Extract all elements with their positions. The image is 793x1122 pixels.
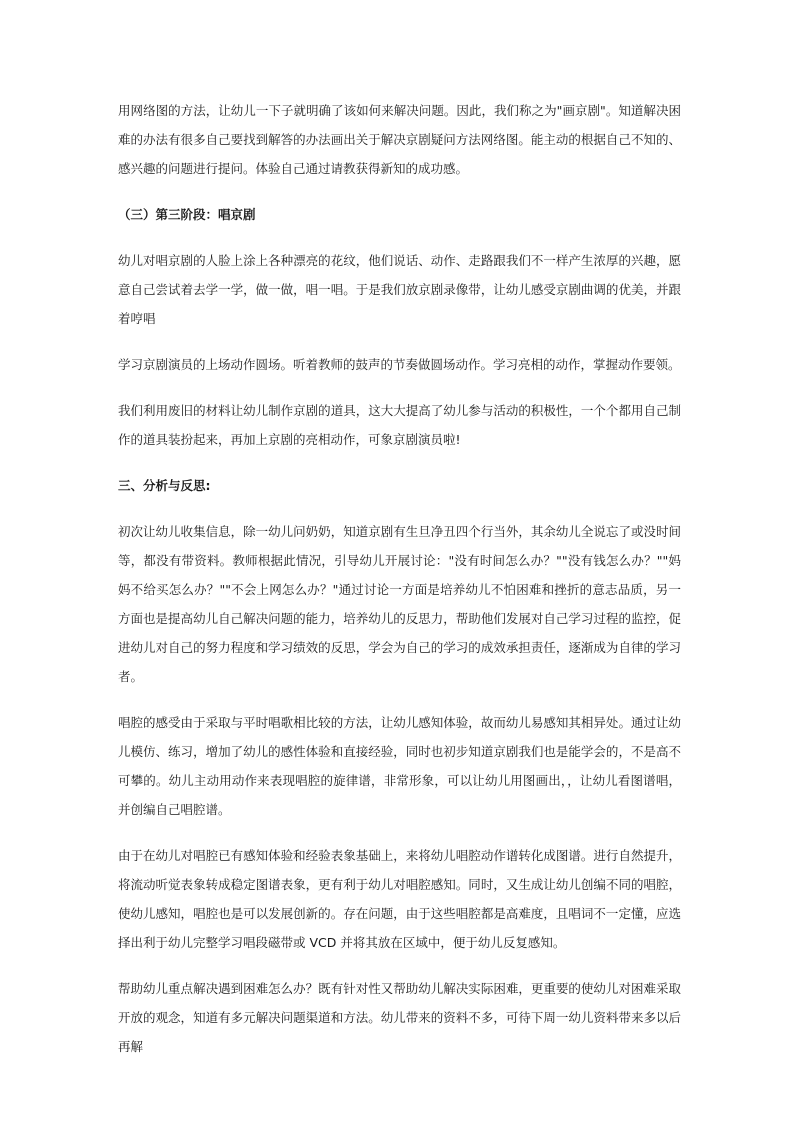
paragraph-gap [118, 183, 681, 200]
paragraph-graphic-notation: 由于在幼儿对唱腔已有感知体验和经验表象基础上，来将幼儿唱腔动作谱转化成图谱。进行自然提升，将流动听觉表象转成稳定图谱表象，更有利于幼儿对唱腔感知。同时，又生成让幼儿创编不同的唱腔，使幼儿感知，唱腔也是可以发展创新的。存在问题，由于这些唱腔都是高难度，且唱词不一定懂，应选择出利于幼儿完整学习唱段磁带或 VCD 并将其放在区域中，便于幼儿反复感知。 [118, 848, 681, 950]
paragraph-props: 我们利用废旧的材料让幼儿制作京剧的道具，这大大提高了幼儿参与活动的积极性，一个个都用自己制作的道具装扮起来，再加上京剧的亮相动作，可象京剧演员啦! [118, 403, 681, 447]
section-heading-analysis: 三、分析与反思: [118, 478, 211, 493]
paragraph-stage-movements: 学习京剧演员的上场动作圆场。听着教师的鼓声的节奏做圆场动作。学习亮相的动作，掌握动作要领。 [118, 357, 681, 372]
paragraph-face-painting: 幼儿对唱京剧的人脸上涂上各种漂亮的花纹，他们说话、动作、走路跟我们不一样产生浓厚的兴趣，愿意自己尝试着去学一学，做一做，唱一唱。于是我们放京剧录像带，让幼儿感受京剧曲调的优美，并跟着哼唱 [118, 253, 681, 326]
paragraph-difficulties: 帮助幼儿重点解决遇到困难怎么办？既有针对性又帮助幼儿解决实际困难，更重要的使幼儿对困难采取开放的观念，知道有多元解决问题渠道和方法。幼儿带来的资料不多，可待下周一幼儿资料带来多以后再解 [118, 981, 681, 1054]
paragraph-gap [118, 500, 681, 517]
paragraph-network-diagram: 用网络图的方法，让幼儿一下子就明确了该如何来解决问题。因此，我们称之为"画京剧"。知道解决困难的办法有很多自己要找到解答的办法画出关于解决京剧疑问方法网络图。能主动的根据自己不知的、感兴趣的问题进行提问。体验自己通过请教获得新知的成功感。 [118, 103, 681, 176]
section-heading-stage-three: （三）第三阶段：唱京剧 [118, 207, 256, 222]
paragraph-gap [118, 229, 681, 246]
paragraph-gap [118, 333, 681, 350]
document-body [118, 96, 681, 1061]
paragraph-gap [118, 454, 681, 471]
paragraph-gap [118, 824, 681, 841]
paragraph-information-collection: 初次让幼儿收集信息，除一幼儿问奶奶，知道京剧有生旦净丑四个行当外，其余幼儿全说忘了或没时间等，都没有带资料。教师根据此情况，引导幼儿开展讨论："没有时间怎么办？""没有钱怎么办？""妈妈不给买怎么办？""不会上网怎么办？"通过讨论一方面是培养幼儿不怕困难和挫折的意志品质，另一方面也是提高幼儿自己解决问题的能力，培养幼儿的反思力，帮助他们发展对自己学习过程的监控，促进幼儿对自己的努力程度和学习绩效的反思，学会为自己的学习的成效承担责任，逐渐成为自律的学习者。 [118, 524, 681, 684]
paragraph-gap [118, 957, 681, 974]
paragraph-gap [118, 691, 681, 708]
paragraph-gap [118, 379, 681, 396]
paragraph-singing-perception: 唱腔的感受由于采取与平时唱歌相比较的方法，让幼儿感知体验，故而幼儿易感知其相异处。通过让幼儿模仿、练习，增加了幼儿的感性体验和直接经验，同时也初步知道京剧我们也是能学会的，不是高不可攀的。幼儿主动用动作来表现唱腔的旋律谱，非常形象，可以让幼儿用图画出，，让幼儿看图谱唱，并创编自己唱腔谱。 [118, 715, 681, 817]
